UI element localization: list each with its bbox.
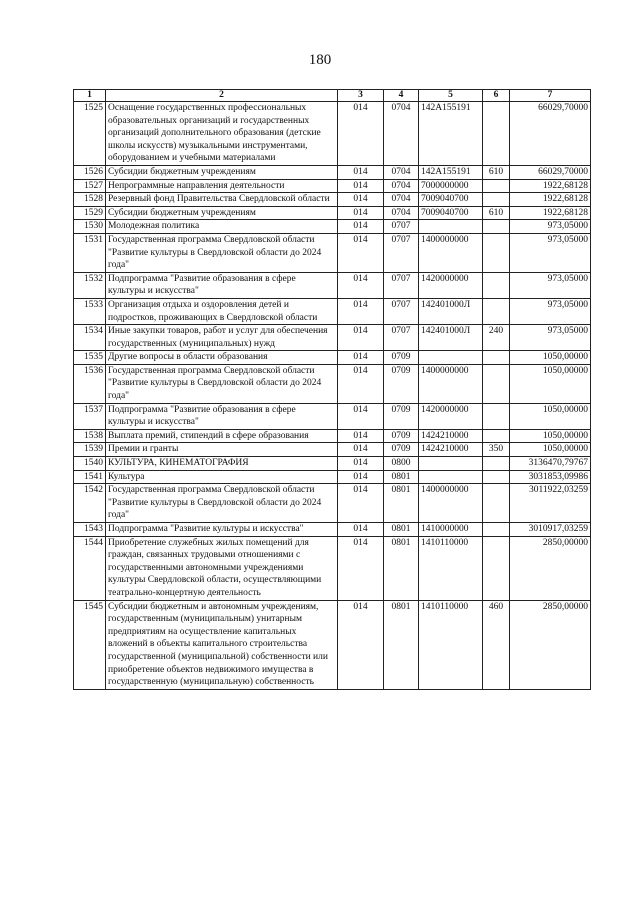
admin-code-cell: 014 (338, 470, 384, 484)
item-name-cell: Организация отдыха и оздоровления детей и подростков, проживающих в Свердловской области (106, 298, 338, 324)
expense-type-cell (483, 272, 510, 298)
item-name-cell: Премии и гранты (106, 443, 338, 457)
row-number-cell: 1530 (74, 220, 106, 234)
amount-cell: 973,05000 (510, 272, 591, 298)
row-number-cell: 1540 (74, 457, 106, 471)
table-row (74, 220, 591, 234)
column-header: 4 (384, 90, 419, 102)
row-number-cell: 1544 (74, 536, 106, 600)
expense-type-cell: 460 (483, 600, 510, 689)
item-name-cell: Культура (106, 470, 338, 484)
admin-code-cell: 014 (338, 403, 384, 429)
item-name-cell: Субсидии бюджетным учреждениям (106, 206, 338, 220)
admin-code-cell: 014 (338, 206, 384, 220)
item-name-cell: Государственная программа Свердловской области "Развитие культуры в Свердловской области до 2024 года" (106, 233, 338, 272)
column-header: 6 (483, 90, 510, 102)
target-code-cell (419, 220, 483, 234)
page-number: 180 (308, 52, 332, 68)
amount-cell: 973,05000 (510, 298, 591, 324)
amount-cell: 3011922,03259 (510, 484, 591, 523)
target-code-cell (419, 457, 483, 471)
item-name-cell: Субсидии бюджетным учреждениям (106, 165, 338, 179)
item-name-cell: Иные закупки товаров, работ и услуг для обеспечения государственных (муниципальных) нужд (106, 325, 338, 351)
admin-code-cell: 014 (338, 298, 384, 324)
column-header: 1 (74, 90, 106, 102)
column-header: 5 (419, 90, 483, 102)
amount-cell: 66029,70000 (510, 102, 591, 166)
amount-cell: 1050,00000 (510, 429, 591, 443)
expense-type-cell: 240 (483, 325, 510, 351)
target-code-cell: 142401000Л (419, 325, 483, 351)
target-code-cell: 1420000000 (419, 272, 483, 298)
row-number-cell: 1536 (74, 364, 106, 403)
item-name-cell: Подпрограмма "Развитие образования в сфере культуры и искусства" (106, 403, 338, 429)
amount-cell: 1050,00000 (510, 351, 591, 365)
table-row (74, 403, 591, 429)
section-code-cell: 0709 (384, 364, 419, 403)
expense-type-cell (483, 429, 510, 443)
row-number-cell: 1525 (74, 102, 106, 166)
column-header: 2 (106, 90, 338, 102)
row-number-cell: 1526 (74, 165, 106, 179)
table-row (74, 457, 591, 471)
target-code-cell: 7009040700 (419, 193, 483, 207)
item-name-cell: КУЛЬТУРА, КИНЕМАТОГРАФИЯ (106, 457, 338, 471)
amount-cell: 3031853,09986 (510, 470, 591, 484)
amount-cell: 3136470,79767 (510, 457, 591, 471)
section-code-cell: 0709 (384, 403, 419, 429)
section-code-cell: 0801 (384, 484, 419, 523)
item-name-cell: Приобретение служебных жилых помещений для граждан, связанных трудовыми отношениями с государственными автономными учреждениями культуры Свердловской области, осуществляющими театрально-концертную деятельность (106, 536, 338, 600)
admin-code-cell: 014 (338, 233, 384, 272)
amount-cell: 1922,68128 (510, 206, 591, 220)
row-number-cell: 1534 (74, 325, 106, 351)
row-number-cell: 1528 (74, 193, 106, 207)
section-code-cell: 0704 (384, 206, 419, 220)
item-name-cell: Государственная программа Свердловской области "Развитие культуры в Свердловской области до 2024 года" (106, 364, 338, 403)
item-name-cell: Оснащение государственных профессиональных образовательных организаций и государственных организаций дополнительного образования (детские школы искусств) музыкальными инструментами, оборудованием и учебными материалами (106, 102, 338, 166)
table-body (74, 102, 591, 690)
target-code-cell: 1410110000 (419, 536, 483, 600)
table-row (74, 102, 591, 166)
admin-code-cell: 014 (338, 484, 384, 523)
table-row (74, 325, 591, 351)
item-name-cell: Другие вопросы в области образования (106, 351, 338, 365)
expense-type-cell (483, 457, 510, 471)
row-number-cell: 1539 (74, 443, 106, 457)
target-code-cell: 1400000000 (419, 364, 483, 403)
admin-code-cell: 014 (338, 536, 384, 600)
section-code-cell: 0707 (384, 233, 419, 272)
expense-type-cell: 350 (483, 443, 510, 457)
section-code-cell: 0801 (384, 470, 419, 484)
section-code-cell: 0704 (384, 165, 419, 179)
item-name-cell: Государственная программа Свердловской области "Развитие культуры в Свердловской области до 2024 года" (106, 484, 338, 523)
section-code-cell: 0707 (384, 220, 419, 234)
section-code-cell: 0707 (384, 325, 419, 351)
target-code-cell: 1420000000 (419, 403, 483, 429)
table-row (74, 484, 591, 523)
admin-code-cell: 014 (338, 193, 384, 207)
amount-cell: 2850,00000 (510, 600, 591, 689)
table-row (74, 193, 591, 207)
table-row (74, 206, 591, 220)
section-code-cell: 0704 (384, 179, 419, 193)
expense-type-cell (483, 233, 510, 272)
table-row (74, 364, 591, 403)
expense-type-cell: 610 (483, 165, 510, 179)
table-row (74, 233, 591, 272)
section-code-cell: 0704 (384, 193, 419, 207)
expense-type-cell (483, 403, 510, 429)
amount-cell: 1050,00000 (510, 443, 591, 457)
admin-code-cell: 014 (338, 272, 384, 298)
amount-cell: 973,05000 (510, 325, 591, 351)
expense-type-cell (483, 102, 510, 166)
row-number-cell: 1531 (74, 233, 106, 272)
item-name-cell: Непрограммные направления деятельности (106, 179, 338, 193)
target-code-cell: 1400000000 (419, 484, 483, 523)
section-code-cell: 0800 (384, 457, 419, 471)
amount-cell: 66029,70000 (510, 165, 591, 179)
table-row (74, 600, 591, 689)
amount-cell: 1922,68128 (510, 193, 591, 207)
admin-code-cell: 014 (338, 351, 384, 365)
target-code-cell: 142A155191 (419, 165, 483, 179)
table-row (74, 536, 591, 600)
table-row (74, 179, 591, 193)
admin-code-cell: 014 (338, 165, 384, 179)
admin-code-cell: 014 (338, 364, 384, 403)
row-number-cell: 1543 (74, 523, 106, 537)
row-number-cell: 1533 (74, 298, 106, 324)
target-code-cell: 1424210000 (419, 443, 483, 457)
table-row (74, 429, 591, 443)
expense-type-cell (483, 220, 510, 234)
row-number-cell: 1532 (74, 272, 106, 298)
row-number-cell: 1545 (74, 600, 106, 689)
column-header: 3 (338, 90, 384, 102)
section-code-cell: 0801 (384, 523, 419, 537)
amount-cell: 973,05000 (510, 233, 591, 272)
amount-cell: 2850,00000 (510, 536, 591, 600)
budget-table (73, 89, 591, 690)
section-code-cell: 0707 (384, 298, 419, 324)
amount-cell: 1922,68128 (510, 179, 591, 193)
target-code-cell: 142401000Л (419, 298, 483, 324)
expense-type-cell (483, 536, 510, 600)
table-header-row (74, 90, 591, 102)
table-row (74, 298, 591, 324)
item-name-cell: Подпрограмма "Развитие образования в сфере культуры и искусства" (106, 272, 338, 298)
row-number-cell: 1537 (74, 403, 106, 429)
expense-type-cell (483, 470, 510, 484)
expense-type-cell (483, 523, 510, 537)
column-header: 7 (510, 90, 591, 102)
admin-code-cell: 014 (338, 325, 384, 351)
admin-code-cell: 014 (338, 443, 384, 457)
item-name-cell: Выплата премий, стипендий в сфере образования (106, 429, 338, 443)
section-code-cell: 0801 (384, 536, 419, 600)
table-row (74, 165, 591, 179)
expense-type-cell: 610 (483, 206, 510, 220)
section-code-cell: 0704 (384, 102, 419, 166)
item-name-cell: Резервный фонд Правительства Свердловской области (106, 193, 338, 207)
table-row (74, 351, 591, 365)
amount-cell: 1050,00000 (510, 364, 591, 403)
row-number-cell: 1541 (74, 470, 106, 484)
section-code-cell: 0709 (384, 351, 419, 365)
section-code-cell: 0801 (384, 600, 419, 689)
table-row (74, 443, 591, 457)
row-number-cell: 1542 (74, 484, 106, 523)
target-code-cell: 1400000000 (419, 233, 483, 272)
target-code-cell: 7000000000 (419, 179, 483, 193)
table-row (74, 523, 591, 537)
expense-type-cell (483, 298, 510, 324)
expense-type-cell (483, 484, 510, 523)
expense-type-cell (483, 351, 510, 365)
amount-cell: 973,05000 (510, 220, 591, 234)
section-code-cell: 0709 (384, 443, 419, 457)
item-name-cell: Подпрограмма "Развитие культуры и искусства" (106, 523, 338, 537)
target-code-cell (419, 470, 483, 484)
expense-type-cell (483, 364, 510, 403)
table-row (74, 272, 591, 298)
admin-code-cell: 014 (338, 457, 384, 471)
target-code-cell (419, 351, 483, 365)
expense-type-cell (483, 179, 510, 193)
admin-code-cell: 014 (338, 179, 384, 193)
row-number-cell: 1535 (74, 351, 106, 365)
row-number-cell: 1529 (74, 206, 106, 220)
amount-cell: 1050,00000 (510, 403, 591, 429)
row-number-cell: 1538 (74, 429, 106, 443)
admin-code-cell: 014 (338, 102, 384, 166)
admin-code-cell: 014 (338, 600, 384, 689)
section-code-cell: 0707 (384, 272, 419, 298)
target-code-cell: 7009040700 (419, 206, 483, 220)
target-code-cell: 142A155191 (419, 102, 483, 166)
expense-type-cell (483, 193, 510, 207)
admin-code-cell: 014 (338, 429, 384, 443)
admin-code-cell: 014 (338, 523, 384, 537)
target-code-cell: 1424210000 (419, 429, 483, 443)
amount-cell: 3010917,03259 (510, 523, 591, 537)
table-row (74, 470, 591, 484)
section-code-cell: 0709 (384, 429, 419, 443)
item-name-cell: Субсидии бюджетным и автономным учреждениям, государственным (муниципальным) унитарным предприятиям на осуществление капитальных вложений в объекты капитального строительства государственной (муниципальной) собственности или приобретение объектов недвижимого имущества в государственную (муниципальную) собственность (106, 600, 338, 689)
target-code-cell: 1410110000 (419, 600, 483, 689)
admin-code-cell: 014 (338, 220, 384, 234)
target-code-cell: 1410000000 (419, 523, 483, 537)
row-number-cell: 1527 (74, 179, 106, 193)
item-name-cell: Молодежная политика (106, 220, 338, 234)
